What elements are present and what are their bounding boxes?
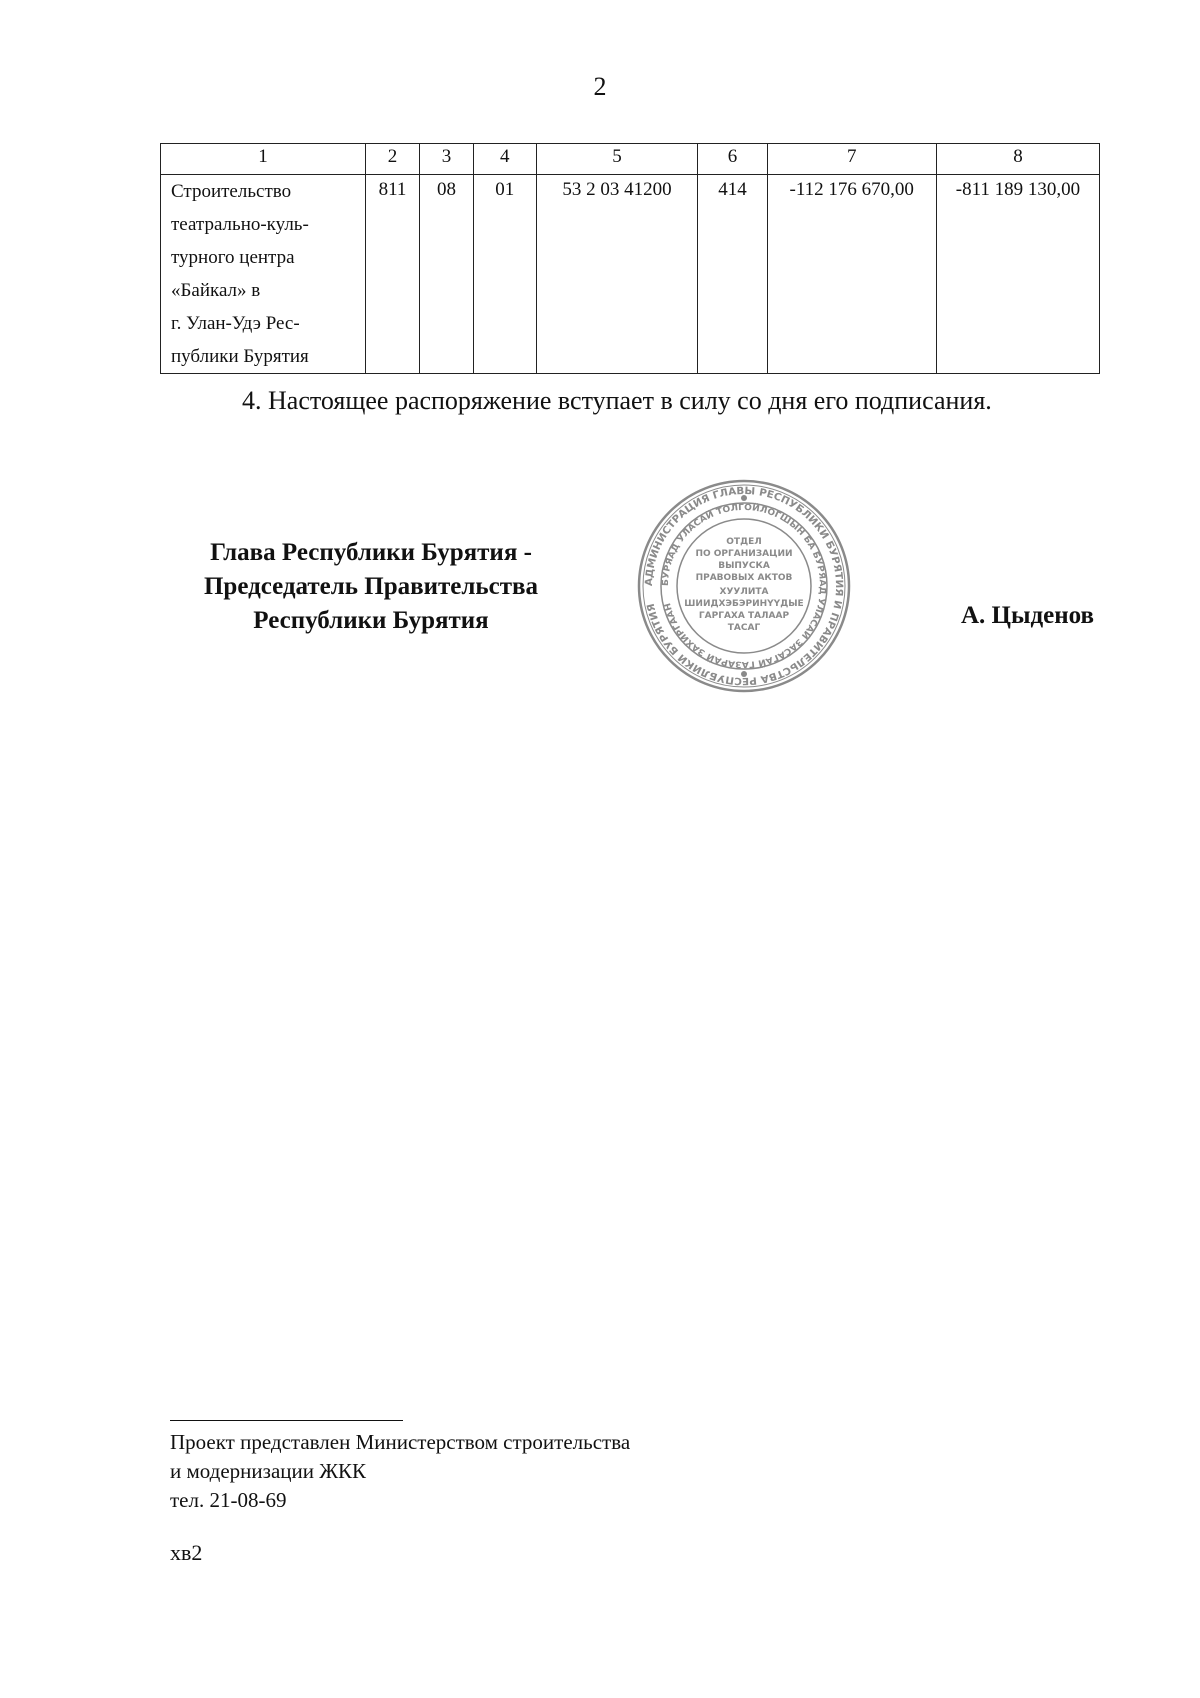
column-header: 1: [161, 144, 366, 175]
signatory-name: А. Цыденов: [960, 602, 1094, 629]
cell-item-name: [161, 175, 366, 374]
item-name-line: «Байкал» в: [171, 280, 261, 301]
column-header: 2: [366, 144, 420, 175]
seal-center-line: ТАСАГ: [727, 623, 761, 633]
footnote: [170, 1428, 630, 1515]
footnote-line: Проект представлен Министерством строительства: [170, 1430, 631, 1454]
column-header: 3: [420, 144, 474, 175]
table-header-row: [161, 144, 1100, 175]
column-header: 6: [698, 144, 767, 175]
signatory-title: [160, 536, 582, 638]
seal-center-line: ШИИДХЭБЭРИНҮҮДЫЕ: [684, 599, 804, 609]
footnote-line: тел. 21-08-69: [170, 1488, 287, 1512]
seal-outer-text: АДМИНИСТРАЦИЯ ГЛАВЫ РЕСПУБЛИКИ БУРЯТИЯ И ПРАВИТЕЛЬСТВА РЕСПУБЛИКИ БУРЯТИЯ: [643, 485, 845, 687]
cell-amount-1: -112 176 670,00: [767, 175, 936, 374]
seal-inner-text: БУРЯАД УЛАСАЙ ТОЛГОЙЛОГШЫН БА БУРЯАД УЛАСАЙ ЗАСАГАЙ ГАЗАРАЙ ЗАХИРГААН: [660, 502, 828, 670]
item-name-line: турного центра: [171, 247, 295, 268]
signatory-title-line: Председатель Правительства: [203, 573, 539, 600]
cell-expense-type: 414: [698, 175, 767, 374]
item-name-line: г. Улан-Удэ Рес-: [171, 313, 300, 334]
column-header: 5: [536, 144, 698, 175]
table-row: [161, 175, 1100, 374]
column-header: 4: [473, 144, 536, 175]
cell-ministry-code: 811: [366, 175, 420, 374]
signatory-title-line: Глава Республики Бурятия -: [210, 539, 532, 566]
item-name-line: театрально-куль-: [171, 214, 309, 235]
cell-subsection-code: 01: [473, 175, 536, 374]
item-name-line: публики Бурятия: [171, 346, 309, 367]
footnote-divider: [170, 1420, 403, 1421]
budget-table: [160, 143, 1100, 374]
seal-center-line: ХУУЛИТА: [719, 587, 769, 597]
cell-amount-2: -811 189 130,00: [936, 175, 1099, 374]
seal-center-line: ГАРГАХА ТАЛААР: [698, 611, 790, 621]
cell-target-article: 53 2 03 41200: [536, 175, 698, 374]
seal-center-line: ОТДЕЛ: [726, 537, 762, 547]
footnote-line: и модернизации ЖКК: [170, 1459, 367, 1483]
cell-section-code: 08: [420, 175, 474, 374]
page-number: 2: [593, 72, 607, 101]
clause-effective-date: 4. Настоящее распоряжение вступает в силу со дня его подписания.: [242, 386, 992, 415]
official-seal-icon: [636, 478, 852, 694]
column-header: 8: [936, 144, 1099, 175]
seal-center-line: ПРАВОВЫХ АКТОВ: [695, 573, 793, 583]
document-code: хв2: [170, 1540, 203, 1565]
column-header: 7: [767, 144, 936, 175]
seal-center-line: ПО ОРГАНИЗАЦИИ: [695, 549, 793, 559]
seal-center-line: ВЫПУСКА: [718, 561, 770, 571]
signatory-title-line: Республики Бурятия: [253, 607, 489, 634]
svg-text:АДМИНИСТРАЦИЯ ГЛАВЫ РЕСПУБЛИКИ: [644, 486, 844, 686]
item-name-line: Строительство: [171, 181, 292, 202]
